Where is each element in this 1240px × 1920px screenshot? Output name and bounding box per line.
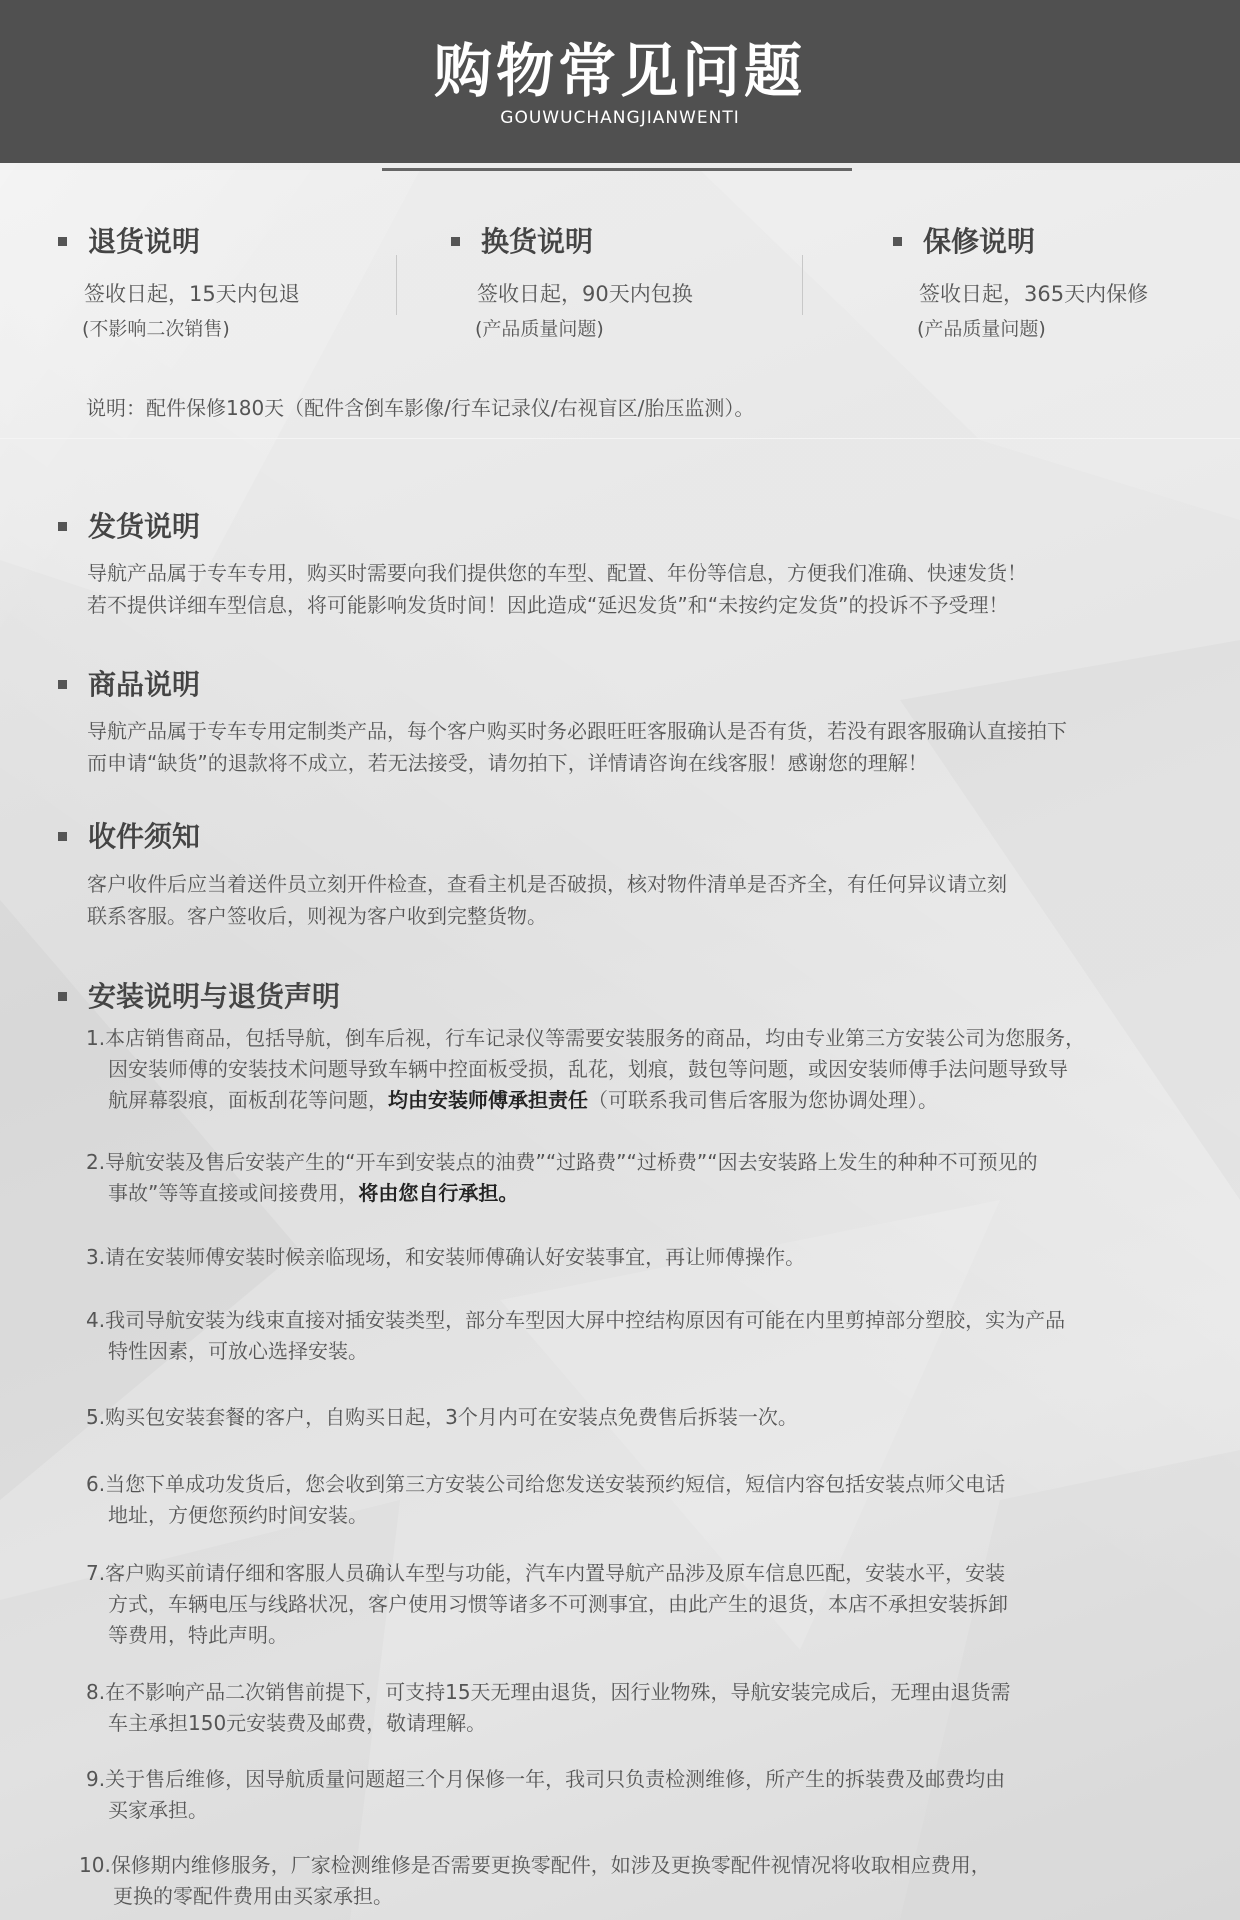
item-text: 航屏幕裂痕，面板刮花等问题，	[108, 1088, 388, 1112]
header-underline	[382, 168, 852, 171]
install-item-9	[86, 1764, 1206, 1826]
item-line: 方式，车辆电压与线路状况，客户使用习惯等诸多不可测事宜，由此产生的退货，本店不承担安装拆卸	[108, 1592, 1008, 1616]
policy-term: 签收日起，15天内包退	[84, 282, 300, 306]
policy-warranty	[893, 220, 1148, 341]
item-number: 6.	[86, 1472, 106, 1496]
policy-heading: 退货说明	[58, 220, 300, 260]
policy-exchange	[451, 220, 693, 341]
product-line-2: 而申请“缺货”的退款将不成立，若无法接受，请勿拍下，详情请咨询在线客服！感谢您的理解！	[87, 751, 928, 775]
item-line: 地址，方便您预约时间安装。	[108, 1503, 368, 1527]
policy-condition: (不影响二次销售)	[82, 318, 230, 340]
receipt-line-1: 客户收件后应当着送件员立刻开件检查，查看主机是否破损，核对物件清单是否齐全，有任何异议请立刻	[87, 872, 1007, 896]
item-number: 7.	[86, 1561, 106, 1585]
receipt-text	[87, 868, 1207, 932]
item-number: 4.	[86, 1308, 106, 1332]
policy-return	[58, 220, 300, 341]
item-line	[86, 1178, 1206, 1209]
item-number: 10.	[79, 1853, 111, 1877]
divider	[396, 255, 397, 315]
product-line-1: 导航产品属于专车专用定制类产品，每个客户购买时务必跟旺旺客服确认是否有货，若没有跟客服确认直接拍下	[87, 719, 1067, 743]
install-item-1	[86, 1023, 1206, 1116]
policy-term: 签收日起，365天内保修	[919, 282, 1149, 306]
shipping-text	[87, 557, 1207, 621]
policy-term: 签收日起，90天内包换	[477, 282, 693, 306]
receipt-heading: 收件须知	[58, 815, 200, 855]
product-heading: 商品说明	[58, 663, 200, 703]
item-line: 等费用，特此声明。	[108, 1623, 288, 1647]
item-line: 客户购买前请仔细和客服人员确认车型与功能，汽车内置导航产品涉及原车信息匹配，安装水平，安装	[105, 1561, 1006, 1585]
item-number: 8.	[86, 1680, 106, 1704]
item-number: 2.	[86, 1150, 106, 1174]
shipping-line-2: 若不提供详细车型信息，将可能影响发货时间！因此造成“延迟发货”和“未按约定发货”的投诉不予受理！	[87, 593, 1009, 617]
item-line: 我司导航安装为线束直接对插安装类型，部分车型因大屏中控结构原因有可能在内里剪掉部分塑胶，实为产品	[105, 1308, 1066, 1332]
item-number: 5.	[86, 1405, 106, 1429]
install-heading: 安装说明与退货声明	[58, 975, 340, 1015]
divider	[802, 255, 803, 315]
shipping-heading: 发货说明	[58, 505, 200, 545]
shipping-line-1: 导航产品属于专车专用，购买时需要向我们提供您的车型、配置、年份等信息，方便我们准确、快速发货！	[87, 561, 1027, 585]
item-number: 1.	[86, 1026, 106, 1050]
page-header	[0, 0, 1240, 163]
item-line: 购买包安装套餐的客户，自购买日起，3个月内可在安装点免费售后拆装一次。	[105, 1405, 798, 1429]
item-text: 事故”等等直接或间接费用，	[108, 1181, 359, 1205]
policy-condition: (产品质量问题)	[917, 318, 1046, 340]
item-line: 本店销售商品，包括导航，倒车后视，行车记录仪等需要安装服务的商品，均由专业第三方安装公司为您服务，	[105, 1026, 1086, 1050]
install-item-10	[79, 1850, 1199, 1912]
policy-heading: 换货说明	[451, 220, 693, 260]
item-line: 在不影响产品二次销售前提下，可支持15天无理由退货，因行业物殊，导航安装完成后，无理由退货需	[105, 1680, 1011, 1704]
item-line: 特性因素，可放心选择安装。	[108, 1339, 368, 1363]
item-line: 关于售后维修，因导航质量问题超三个月保修一年，我司只负责检测维修，所产生的拆装费及邮费均由	[105, 1767, 1006, 1791]
receipt-line-2: 联系客服。客户签收后，则视为客户收到完整货物。	[87, 904, 547, 928]
item-emphasis: 将由您自行承担。	[358, 1181, 519, 1205]
item-line: 因安装师傅的安装技术问题导致车辆中控面板受损，乱花，划痕，鼓包等问题，或因安装师傅手法问题导致导	[108, 1057, 1068, 1081]
item-line	[86, 1085, 1206, 1116]
item-text: （可联系我司售后客服为您协调处理）。	[588, 1088, 938, 1112]
install-item-2	[86, 1147, 1206, 1209]
product-text	[87, 715, 1207, 779]
policy-note: 说明：配件保修180天（配件含倒车影像/行车记录仪/右视盲区/胎压监测）。	[86, 396, 755, 420]
section-separator	[0, 438, 1240, 439]
item-line: 导航安装及售后安装产生的“开车到安装点的油费”“过路费”“过桥费”“因去安装路上发生的种种不可预见的	[105, 1150, 1038, 1174]
item-emphasis: 均由安装师傅承担责任	[388, 1088, 588, 1112]
item-line: 保修期内维修服务，厂家检测维修是否需要更换零配件，如涉及更换零配件视情况将收取相应费用，	[110, 1853, 991, 1877]
install-item-4	[86, 1305, 1206, 1367]
page-title: 购物常见问题	[433, 37, 806, 105]
install-item-8	[86, 1677, 1206, 1739]
page-subtitle: GOUWUCHANGJIANWENTI	[500, 108, 740, 128]
install-item-7	[86, 1558, 1206, 1651]
item-number: 9.	[86, 1767, 106, 1791]
policy-heading: 保修说明	[893, 220, 1148, 260]
item-line: 更换的零配件费用由买家承担。	[113, 1884, 393, 1908]
item-line: 当您下单成功发货后，您会收到第三方安装公司给您发送安装预约短信，短信内容包括安装点师父电话	[105, 1472, 1006, 1496]
item-number: 3.	[86, 1245, 106, 1269]
install-item-3	[86, 1242, 1206, 1273]
install-item-6	[86, 1469, 1206, 1531]
item-line: 车主承担150元安装费及邮费，敬请理解。	[108, 1711, 487, 1735]
policy-condition: (产品质量问题)	[475, 318, 604, 340]
item-line: 请在安装师傅安装时候亲临现场，和安装师傅确认好安装事宜，再让师傅操作。	[105, 1245, 806, 1269]
item-line: 买家承担。	[108, 1798, 208, 1822]
install-item-5	[86, 1402, 1206, 1433]
